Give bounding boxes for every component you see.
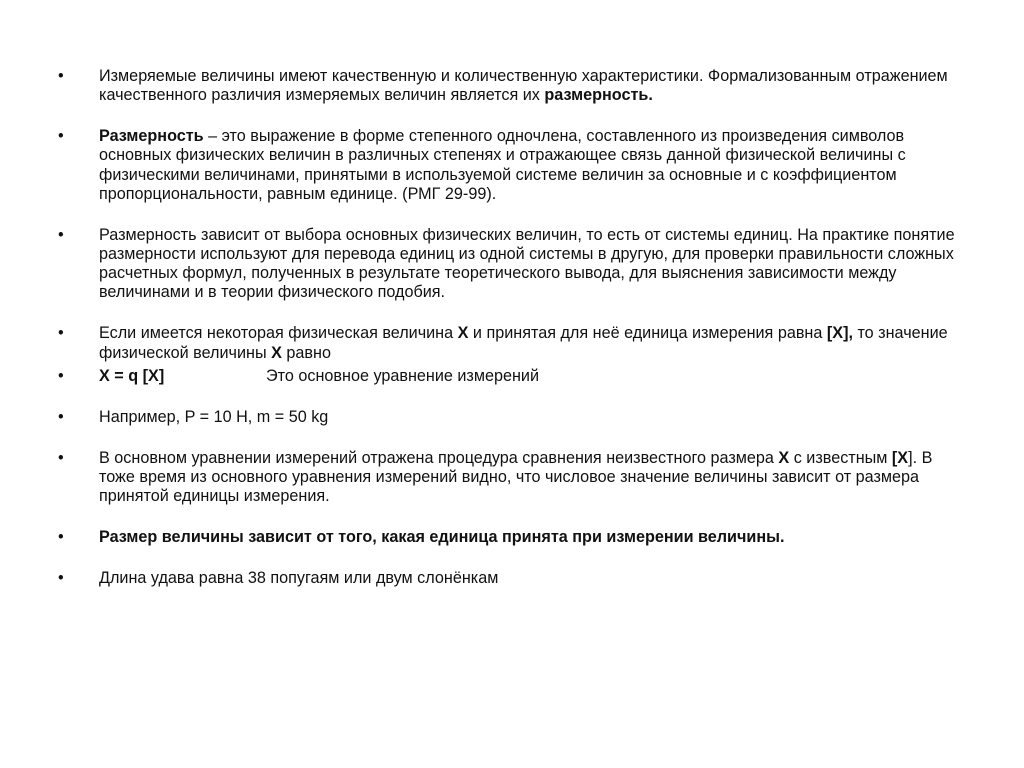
bullet-size-dependency — [58, 528, 958, 547]
bullet-marker: • — [58, 225, 64, 244]
bullet-marker: • — [58, 127, 64, 146]
bullet-marker: • — [58, 569, 64, 588]
bullet-list — [58, 67, 958, 588]
bullet-text — [99, 127, 906, 203]
text-segment: с известным — [789, 448, 892, 467]
bullet-marker: • — [58, 448, 64, 467]
bullet-text — [99, 569, 498, 587]
bullet-dimension-characteristics — [58, 67, 958, 105]
bullet-text — [99, 367, 539, 385]
bullet-text — [99, 226, 955, 302]
text-segment-bold: [Х], — [826, 324, 853, 343]
bullet-measurement-equation — [58, 367, 958, 386]
text-segment: равно — [281, 343, 331, 362]
bullet-example — [58, 408, 958, 427]
text-segment: Длина удава равна 38 попугаям или двум слонёнкам — [99, 569, 499, 588]
bullet-marker: • — [58, 67, 64, 85]
bullet-marker: • — [58, 366, 64, 385]
bullet-text — [99, 449, 932, 505]
bullet-marker: • — [58, 407, 64, 426]
text-segment-bold: Размерность — [99, 127, 204, 146]
bullet-comparison-procedure — [58, 449, 958, 507]
text-segment-bold: Х — [778, 448, 790, 467]
text-segment-bold: Х — [457, 324, 469, 343]
text-segment-bold: размерность. — [544, 86, 653, 105]
text-segment: ]. В тоже время из основного уравнения измерений видно, что числовое значение величины зависит от размера принятой единицы измерения. — [99, 448, 933, 506]
text-segment: В основном уравнении измерений отражена процедура сравнения неизвестного размера — [99, 448, 779, 467]
text-segment: Размерность зависит от выбора основных физических величин, то есть от системы единиц. На практике понятие размерности используют для перевода единиц из одной системы в другую, для проверки правильности сложных расчетных формул, полученных в результате теоретического вывода, для выяснения зависимости между величинами и в теории физического подобия. — [99, 225, 955, 302]
text-segment: Измеряемые величины имеют качественную и количественную характеристики. Формализованным отражением качественного различия измеряемых величин является их — [99, 67, 948, 105]
text-segment: то значение физической величины — [99, 324, 948, 362]
text-segment: Например, P = 10 Н, m = 50 kg — [99, 407, 329, 426]
bullet-marker: • — [58, 324, 64, 343]
bullet-physical-quantity — [58, 324, 958, 362]
bullet-text — [99, 324, 948, 361]
bullet-text — [99, 408, 328, 426]
bullet-marker: • — [58, 528, 64, 547]
bullet-text — [99, 67, 948, 104]
equation-formula: Х = q [Х] — [99, 366, 165, 385]
bullet-boa-example — [58, 569, 958, 588]
bullet-dimension-dependency — [58, 226, 958, 303]
text-segment-bold: Размер величины зависит от того, какая единица принята при измерении величины. — [99, 528, 785, 547]
text-segment: Если имеется некоторая физическая величина — [99, 324, 458, 343]
bullet-dimension-definition — [58, 127, 958, 204]
text-segment: – это выражение в форме степенного одночлена, составленного из произведения символов основных физических величин в различных степенях и отражающее связь данной физической величины с физическими величинами, принятыми в используемой системе величин за основные и с коэффициентом пропорциональности, равным единице. (РМГ 29-99). — [99, 127, 906, 203]
text-segment-bold: [Х — [891, 448, 909, 467]
text-segment: и принятая для неё единица измерения равна — [468, 324, 827, 343]
text-segment-bold: Х — [271, 343, 282, 362]
equation-caption: Это основное уравнение измерений — [266, 366, 540, 385]
bullet-text — [99, 528, 784, 546]
